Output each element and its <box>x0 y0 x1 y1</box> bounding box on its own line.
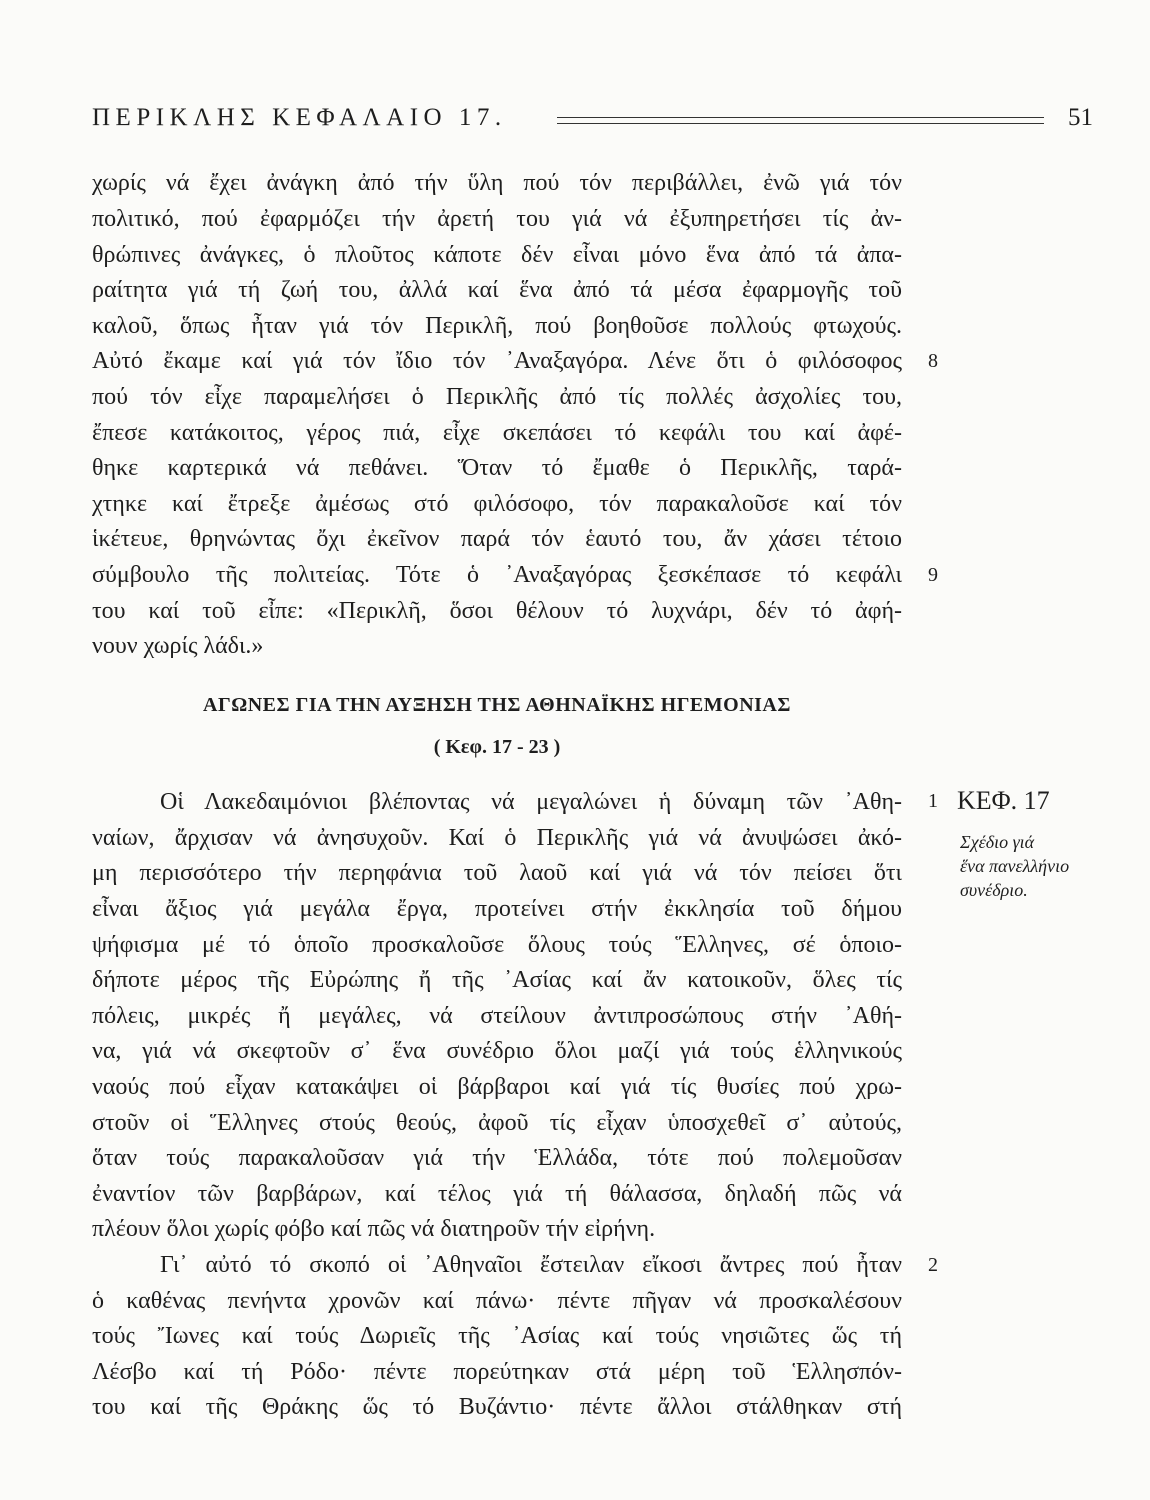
text-line: του καί τῆς Θράκης ὥς τό Βυζάντιο· πέντε ἄλλοι στάλθηκαν στή <box>92 1394 902 1420</box>
section-title: ΑΓΩΝΕΣ ΓΙΑ ΤΗΝ ΑΥΞΗΣΗ ΤΗΣ ΑΘΗΝΑΪΚΗΣ ΗΓΕΜΟΝΙΑΣ <box>203 694 791 716</box>
text-line: νουν χωρίς λάδι.» <box>92 633 264 659</box>
text-line: χτηκε καί ἔτρεξε ἀμέσως στό φιλόσοφο, τόν παρακαλοῦσε καί τόν <box>92 491 902 517</box>
text-line: πόλεις, μικρές ἤ μεγάλες, νά στείλουν ἀντιπροσώπους στήν ᾿Αθή- <box>92 1003 902 1029</box>
text-line: σύμβουλο τῆς πολιτείας. Τότε ὁ ᾿Αναξαγόρας ξεσκέπασε τό κεφάλι <box>92 562 902 588</box>
text-line: ἔπεσε κατάκοιτος, γέρος πιά, εἶχε σκεπάσει τό κεφάλι του καί ἀφέ- <box>92 420 902 446</box>
text-line: ραίτητα γιά τή ζωή του, ἀλλά καί ἕνα ἀπό τά μέσα ἐφαρμογῆς τοῦ <box>92 277 902 303</box>
text-line: ψήφισμα μέ τό ὁποῖο προσκαλοῦσε ὅλους τούς Ἕλληνες, σέ ὁποιο- <box>92 932 902 958</box>
running-title: ΠΕΡΙΚΛΗΣ ΚΕΦΑΛΑΙΟ 17. <box>92 104 507 131</box>
margin-note <box>960 830 1069 902</box>
margin-note-line: ἕνα πανελλήνιο <box>960 856 1070 876</box>
text-line: του καί τοῦ εἶπε: «Περικλῆ, ὅσοι θέλουν τό λυχνάρι, δέν τό ἀφή- <box>92 598 902 624</box>
line-number: 2 <box>928 1254 938 1276</box>
text-line: ἱκέτευε, θρηνώντας ὄχι ἐκεῖνον παρά τόν ἑαυτό του, ἄν χάσει τέτοιο <box>92 526 902 552</box>
text-line: πλέουν ὅλοι χωρίς φόβο καί πῶς νά διατηροῦν τήν εἰρήνη. <box>92 1216 656 1242</box>
text-line: καλοῦ, ὅπως ἦταν γιά τόν Περικλῆ, πού βοηθοῦσε πολλούς φτωχούς. <box>92 313 902 339</box>
text-line: πολιτικό, πού ἐφαρμόζει τήν ἀρετή του γιά νά ἐξυπηρετήσει τίς ἀν- <box>92 206 902 232</box>
text-line: Γι᾿ αὐτό τό σκοπό οἱ ᾿Αθηναῖοι ἔστειλαν εἴκοσι ἄντρες πού ἦταν <box>160 1252 902 1278</box>
margin-note-line: Σχέδιο γιά <box>960 832 1035 852</box>
text-line: θρώπινες ἀνάγκες, ὁ πλοῦτος κάποτε δέν εἶναι μόνο ἕνα ἀπό τά ἀπα- <box>92 242 902 268</box>
margin-note-line: συνέδριο. <box>960 880 1028 900</box>
text-line: Λέσβο καί τή Ρόδο· πέντε πορεύτηκαν στά μέρη τοῦ Ἑλλησπόν- <box>92 1359 902 1385</box>
header-double-rule <box>557 117 1044 124</box>
text-line: πού τόν εἶχε παραμελήσει ὁ Περικλῆς ἀπό τίς πολλές ἀσχολίες του, <box>92 384 902 410</box>
text-line: τούς Ἴωνες καί τούς Δωριεῖς τῆς ᾿Ασίας καί τούς νησιῶτες ὥς τή <box>92 1323 902 1349</box>
text-line: ναίων, ἄρχισαν νά ἀνησυχοῦν. Καί ὁ Περικλῆς γιά νά ἀνυψώσει ἀκό- <box>92 825 902 851</box>
text-line: ὁ καθένας πενήντα χρονῶν καί πάνω· πέντε πῆγαν νά προσκαλέσουν <box>92 1288 902 1314</box>
text-line: στοῦν οἱ Ἕλληνες στούς θεούς, ἀφοῦ τίς εἶχαν ὑποσχεθεῖ σ᾿ αὐτούς, <box>92 1110 902 1136</box>
text-line: ἐναντίον τῶν βαρβάρων, καί τέλος γιά τή θάλασσα, δηλαδή πῶς νά <box>92 1181 902 1207</box>
text-line: να, γιά νά σκεφτοῦν σ᾿ ἕνα συνέδριο ὅλοι μαζί γιά τούς ἑλληνικούς <box>92 1038 902 1064</box>
text-line: Αὐτό ἔκαμε καί γιά τόν ἴδιο τόν ᾿Αναξαγόρα. Λένε ὅτι ὁ φιλόσοφος <box>92 348 902 374</box>
line-number: 8 <box>928 350 938 372</box>
text-line: θηκε καρτερικά νά πεθάνει. Ὅταν τό ἔμαθε ὁ Περικλῆς, ταρά- <box>92 455 902 481</box>
margin-chapter-label: ΚΕΦ. 17 <box>957 786 1050 815</box>
text-line: Οἱ Λακεδαιμόνιοι βλέποντας νά μεγαλώνει ἡ δύναμη τῶν ᾿Αθη- <box>160 789 902 815</box>
text-line: ναούς πού εἶχαν κατακάψει οἱ βάρβαροι καί γιά τίς θυσίες πού χρω- <box>92 1074 902 1100</box>
text-line: εἶναι ἄξιος γιά μεγάλα ἔργα, προτείνει στήν ἐκκλησία τοῦ δήμου <box>92 896 902 922</box>
text-line: δήποτε μέρος τῆς Εὐρώπης ἤ τῆς ᾿Ασίας καί ἄν κατοικοῦν, ὅλες τίς <box>92 967 902 993</box>
page-number: 51 <box>1068 104 1093 131</box>
section-subtitle: ( Κεφ. 17 - 23 ) <box>433 736 561 758</box>
line-number: 9 <box>928 564 938 586</box>
line-number: 1 <box>928 790 938 812</box>
text-line: ὅταν τούς παρακαλοῦσαν γιά τήν Ἑλλάδα, τότε πού πολεμοῦσαν <box>92 1145 902 1171</box>
text-line: χωρίς νά ἔχει ἀνάγκη ἀπό τήν ὕλη πού τόν περιβάλλει, ἐνῶ γιά τόν <box>92 170 902 196</box>
text-line: μη περισσότερο τήν περηφάνια τοῦ λαοῦ καί γιά νά τόν πείσει ὅτι <box>92 860 902 886</box>
